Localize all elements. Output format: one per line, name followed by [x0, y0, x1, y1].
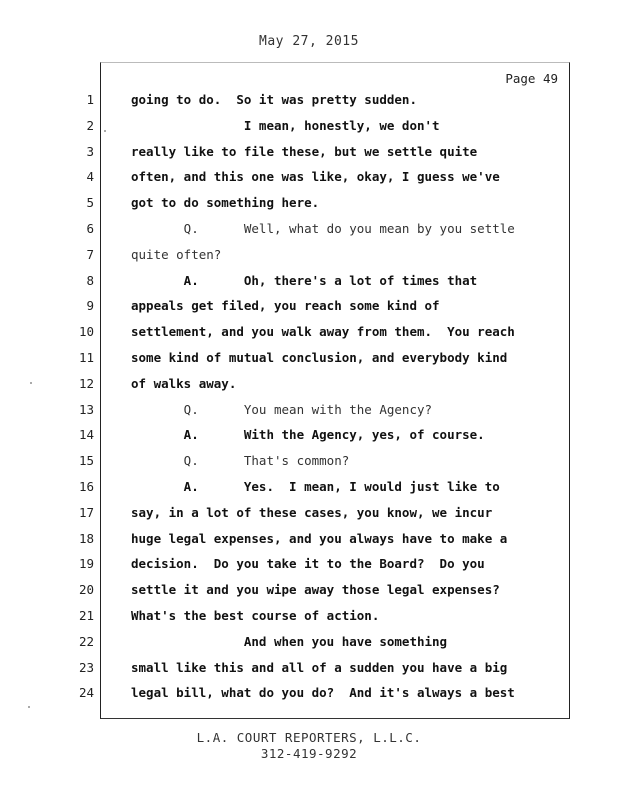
line-number: 1 — [86, 92, 94, 107]
line-text: legal bill, what do you do? And it's always a best — [131, 685, 515, 701]
transcript-line — [0, 634, 618, 654]
transcript-line — [0, 273, 618, 293]
transcript-line — [0, 92, 618, 112]
line-text: of walks away. — [131, 375, 237, 391]
line-text: quite often? — [131, 246, 222, 262]
line-text: I mean, honestly, we don't — [131, 117, 440, 133]
transcript-line — [0, 221, 618, 241]
line-number: 9 — [86, 298, 94, 314]
line-text: huge legal expenses, and you always have to make a — [131, 530, 508, 546]
transcript-line — [0, 427, 618, 447]
line-text: often, and this one was like, okay, I guess we've — [131, 169, 500, 185]
transcript-line — [0, 660, 618, 680]
line-text: What's the best course of action. — [131, 608, 380, 623]
transcript-line — [0, 169, 618, 189]
line-number: 24 — [78, 685, 94, 701]
line-number: 17 — [78, 504, 94, 520]
footer-company: L.A. COURT REPORTERS, L.L.C. — [196, 730, 422, 745]
line-text: going to do. So it was pretty sudden. — [131, 92, 417, 107]
line-text: say, in a lot of these cases, you know, we incur — [131, 504, 493, 520]
scan-artifact — [104, 130, 106, 132]
transcript-line — [0, 195, 618, 215]
line-number: 21 — [78, 608, 94, 623]
line-number: 4 — [86, 169, 94, 185]
line-text: Q. You mean with the Agency? — [131, 401, 433, 417]
line-number: 8 — [86, 272, 94, 288]
scan-artifact — [30, 382, 32, 384]
transcript-line — [0, 324, 618, 344]
transcript-line — [0, 505, 618, 525]
line-number: 11 — [78, 350, 94, 365]
transcript-line — [0, 350, 618, 370]
line-text: And when you have something — [131, 633, 448, 649]
line-text: settle it and you wipe away those legal expenses? — [131, 582, 500, 598]
transcript-line — [0, 608, 618, 628]
line-number: 10 — [78, 324, 94, 340]
transcript-line — [0, 247, 618, 267]
line-text: Q. Well, what do you mean by you settle — [131, 221, 515, 236]
line-text: small like this and all of a sudden you have a big — [131, 659, 508, 675]
transcript-line — [0, 582, 618, 602]
header-date: May 27, 2015 — [259, 34, 359, 49]
transcript-line — [0, 479, 618, 499]
line-text: A. With the Agency, yes, of course. — [131, 427, 485, 443]
line-number: 13 — [78, 401, 94, 417]
line-number: 12 — [78, 375, 94, 391]
transcript-line — [0, 453, 618, 473]
line-number: 20 — [78, 582, 94, 598]
transcript-line — [0, 298, 618, 318]
line-text: got to do something here. — [131, 195, 320, 211]
scan-artifact — [28, 706, 30, 708]
line-number: 14 — [78, 427, 94, 443]
line-text: Q. That's common? — [131, 453, 350, 469]
footer-phone: 312-419-9292 — [260, 746, 358, 761]
line-number: 16 — [78, 479, 94, 494]
line-number: 15 — [78, 453, 94, 469]
line-number: 6 — [86, 221, 94, 236]
page-number: Page 49 — [505, 71, 558, 86]
transcript-line — [0, 402, 618, 422]
line-number: 5 — [86, 195, 94, 211]
line-number: 18 — [78, 530, 94, 546]
line-text: decision. Do you take it to the Board? Do you — [131, 556, 485, 572]
line-text: A. Yes. I mean, I would just like to — [131, 479, 500, 494]
transcript-line — [0, 556, 618, 576]
line-text: A. Oh, there's a lot of times that — [131, 272, 478, 288]
line-text: some kind of mutual conclusion, and everybody kind — [131, 350, 508, 365]
line-number: 2 — [86, 117, 94, 133]
line-number: 23 — [78, 659, 94, 675]
line-number: 3 — [86, 143, 94, 159]
transcript-line — [0, 376, 618, 396]
line-text: really like to file these, but we settle quite — [131, 143, 478, 159]
transcript-line — [0, 118, 618, 138]
line-number: 22 — [78, 633, 94, 649]
transcript-line — [0, 144, 618, 164]
line-number: 19 — [78, 556, 94, 572]
line-number: 7 — [86, 246, 94, 262]
transcript-line — [0, 685, 618, 705]
line-text: settlement, and you walk away from them. You reach — [131, 324, 515, 340]
line-text: appeals get filed, you reach some kind of — [131, 298, 440, 314]
transcript-line — [0, 531, 618, 551]
